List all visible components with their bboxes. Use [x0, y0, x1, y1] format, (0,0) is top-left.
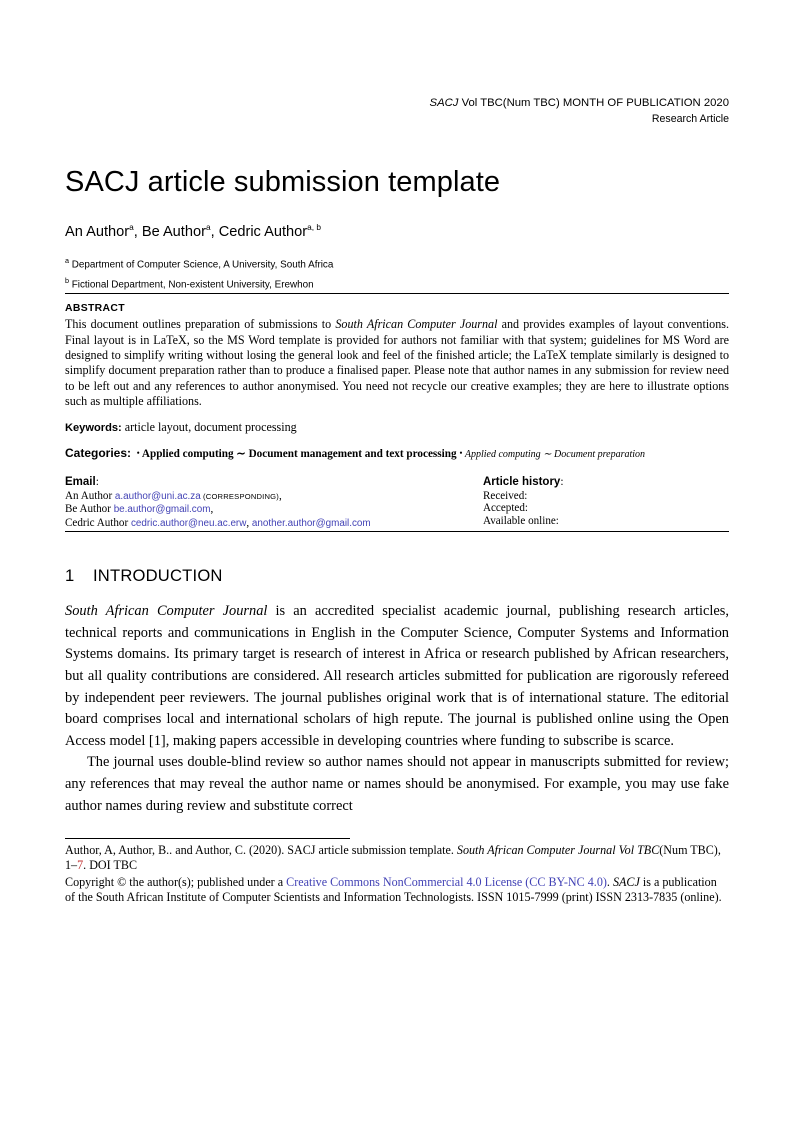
article-history-heading: [483, 475, 729, 490]
email-row-separator: ,: [246, 517, 252, 530]
abstract-text-part-1: This document outlines preparation of submissions to: [65, 317, 336, 332]
email-column: [65, 475, 483, 532]
affiliation-list: [65, 253, 729, 294]
category-bullet-2: •: [459, 447, 463, 458]
author-list: [65, 218, 729, 241]
paragraph-1-text: is an accredited specialist academic journal, publishing research articles, technical reports and communications in English in the Computer Science, Computer Systems and Information Systems domains. Its primary target is research of interest in Africa or research published by African researchers, but all quality contributions are considered. All research articles submitted for publication are rigorously refereed by independent peer reviewers. The journal publishes original work that is of international stature. The editorial board comprises local and international scholars of high repute. The journal is published online using the Open Access model [1], making papers accessible in developing countries where funding to subscribe is scarce.: [65, 603, 729, 749]
page-title: SACJ article submission template: [65, 166, 501, 198]
author-name-2: Be Author: [141, 223, 206, 240]
author-name-3: Cedric Author: [218, 223, 308, 240]
author-affil-marker-3: a, b: [307, 222, 321, 232]
journal-abbreviation: SACJ: [429, 97, 459, 109]
author-affil-marker-2: a: [205, 222, 211, 232]
email-row: [65, 490, 483, 504]
author-separator-2: ,: [210, 223, 219, 240]
paragraph-1-journal-name: South African Computer Journal: [65, 603, 268, 620]
article-history-accepted: Accepted:: [483, 502, 528, 515]
abstract-bottom-rule: [65, 531, 729, 532]
abstract-journal-name: South African Computer Journal: [335, 317, 498, 332]
email-row: [65, 503, 483, 517]
copyright-part-2: .: [606, 874, 610, 889]
email-author-name: An Author: [65, 489, 115, 502]
citation-part-3: . DOI TBC: [83, 858, 138, 873]
citation-part-1: Author, A, Author, B.. and Author, C. (2020). SACJ article submission template.: [65, 843, 457, 857]
creative-commons-link[interactable]: Creative Commons NonCommercial 4.0 License (CC BY-NC 4.0): [286, 874, 607, 889]
section-heading-introduction: [65, 566, 729, 586]
abstract-text-part-2: and provides examples of layout conventions. Final layout is in LaTeX, so the MS Word template is provided for authors not familiar with that system; guidelines for MS Word are designed to simplify writing without losing the general look and feel of the finished article; the LaTeX template similarly is designed to simplify document preparation rather than to produce a finalised paper. Please note that author names in any submission for review need to be left out and any references to author anonymised. You need not recycle our creative examples; they are here to illustrate options such as multiple affiliations.: [65, 317, 729, 408]
email-heading-label: Email: [65, 475, 96, 488]
affiliation-text-b: Fictional Department, Non-existent University, Erewhon: [69, 279, 314, 291]
paragraph-2: The journal uses double-blind review so author names should not appear in manuscripts submitted for review; any references that may reveal the author name or names should be anonymised. For example, you may use fake author names during review and substitute correct: [65, 754, 729, 814]
abstract-heading: ABSTRACT: [65, 303, 125, 315]
affiliation-item: [65, 253, 729, 273]
categories-label: Categories:: [65, 445, 132, 460]
email-corresponding-note: (CORRESPONDING): [200, 491, 280, 501]
paragraph-1: [65, 601, 729, 752]
affiliation-item: [65, 273, 729, 293]
email-heading: [65, 475, 483, 490]
category-item-1: Applied computing ∼ Document management and text processing: [139, 447, 457, 460]
article-type: Research Article: [651, 113, 729, 125]
citation-part-2: (Num TBC), 1–: [65, 843, 721, 873]
email-link[interactable]: be.author@gmail.com: [113, 504, 211, 516]
categories-line: [65, 446, 729, 462]
issue-info: Vol TBC(Num TBC) MONTH OF PUBLICATION 2020: [458, 97, 729, 109]
article-history-heading-colon: :: [560, 475, 564, 488]
section-number: 1: [65, 566, 75, 586]
affiliation-text-a: Department of Computer Science, A University, South Africa: [69, 259, 334, 271]
email-heading-colon: :: [95, 475, 99, 488]
category-bullet-1: •: [136, 447, 140, 458]
publisher-abbrev: SACJ: [612, 874, 640, 889]
publisher-text: is a publication of the South African Institute of Computer Scientists and Information Technologists. ISSN 1015-7999 (print) ISSN 2313-7835 (online).: [65, 874, 722, 904]
affiliation-marker-b: b: [65, 276, 69, 286]
footer-citation: [65, 843, 729, 874]
copyright-part-1: Copyright © the author(s); published under a: [65, 874, 287, 889]
affiliation-marker-a: a: [65, 255, 69, 265]
email-author-name: Be Author: [65, 503, 114, 516]
footer-copyright: [65, 875, 729, 906]
section-title: INTRODUCTION: [93, 566, 223, 586]
email-link-secondary[interactable]: another.author@gmail.com: [251, 518, 371, 530]
author-separator-1: ,: [133, 223, 142, 240]
article-history-received: Received:: [483, 489, 528, 502]
citation-journal-name: South African Computer Journal Vol TBC: [456, 843, 660, 857]
email-row: [65, 517, 483, 531]
page-footer: [65, 838, 729, 905]
email-author-name: Cedric Author: [65, 517, 131, 530]
author-affil-marker-1: a: [129, 222, 134, 232]
keywords-line: [65, 420, 729, 436]
citation-page-link[interactable]: 7: [77, 858, 84, 873]
article-history-heading-label: Article history: [483, 475, 561, 488]
keywords-value: article layout, document processing: [121, 420, 297, 435]
email-link[interactable]: a.author@uni.ac.za: [114, 490, 201, 502]
article-history-available-online: Available online:: [483, 515, 559, 528]
footer-separator-rule: [65, 838, 350, 839]
running-head: [65, 95, 729, 127]
author-name-1: An Author: [65, 223, 130, 240]
email-row-tail: ,: [279, 489, 282, 502]
article-history-column: [483, 475, 729, 532]
page-content: [65, 0, 729, 817]
keywords-label: Keywords:: [65, 422, 122, 435]
category-item-2: Applied computing ∼ Document preparation: [462, 448, 646, 460]
abstract-top-rule: [65, 293, 729, 294]
email-row-tail: ,: [210, 503, 214, 516]
abstract-body: [65, 317, 729, 409]
metadata-columns: [65, 475, 729, 532]
running-head-line-1: [65, 95, 729, 111]
email-link[interactable]: cedric.author@neu.ac.erw: [130, 518, 247, 530]
